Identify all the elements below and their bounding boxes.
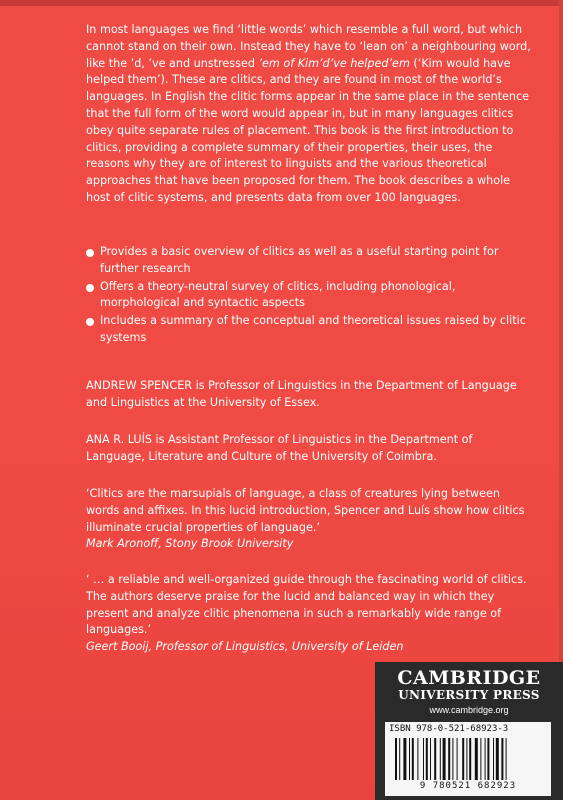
bullet-dot-icon <box>86 318 94 326</box>
quote-attribution: Geert Booij, Professor of Linguistics, University of Leiden <box>86 640 404 654</box>
bullet-dot-icon <box>86 284 94 292</box>
cover-top-edge <box>0 0 563 6</box>
feature-item <box>86 244 534 278</box>
publisher-logo-name: CAMBRIDGE <box>397 667 541 689</box>
feature-text: Includes a summary of the conceptual and theoretical issues raised by clitic systems <box>100 314 526 344</box>
feature-item <box>86 279 534 313</box>
feature-item <box>86 313 534 347</box>
isbn-text: ISBN 978-0-521-68923-3 <box>389 724 509 734</box>
blurb-text-b: (‘Kim would have helped them’). These are clitics, and they are found in most of the world’s languages. In English the clitic forms appear in the same place in the sentence that the full form of the word would appear in, but in many languages clitics obey quite separate rules of placement. This book is the first introduction to clitics, providing a complete summary of their properties, their uses, the reasons why they are of interest to linguists and the various theoretical approaches that have been proposed for them. The book describes a whole host of clitic systems, and presents data from over 100 languages. <box>86 56 530 204</box>
barcode-icon <box>395 738 543 780</box>
quote-text: ‘Clitics are the marsupials of language, a class of creatures lying between words and affixes. In this lucid introduction, Spencer and Luís show how clitics illuminate crucial properties of language.’ <box>86 487 525 534</box>
publisher-logo-press: UNIVERSITY PRESS <box>398 688 540 702</box>
blurb-example: ’em of Kim’d’ve helped’em <box>258 56 410 70</box>
review-quote-booij <box>86 572 534 656</box>
publisher-imprint-box <box>375 662 563 800</box>
bullet-dot-icon <box>86 249 94 257</box>
quote-text: ‘ … a reliable and well-organized guide through the fascinating world of clitics. The authors deserve praise for the lucid and balanced way in which they present and analyze clitic phenomena in such a remarkably wide range of languages.’ <box>86 573 527 637</box>
author-bio-spencer: ANDREW SPENCER is Professor of Linguistics in the Department of Language and Linguistics at the University of Essex. <box>86 379 517 409</box>
author-bio-luis: ANA R. LUÍS is Assistant Professor of Linguistics in the Department of Language, Literature and Culture of the University of Coimbra. <box>86 433 473 463</box>
publisher-url: www.cambridge.org <box>429 705 509 715</box>
barcode-panel <box>385 722 551 796</box>
feature-text: Offers a theory-neutral survey of clitics, including phonological, morphological and syntactic aspects <box>100 279 456 310</box>
blurb-text-a: In most languages we find ‘little words’ which resemble a full word, but which cannot stand on their own. Instead they have to ‘lean on’ a neighbouring word, like the ’d, ’ve and unstressed <box>86 23 531 70</box>
blurb-paragraph <box>86 22 534 207</box>
barcode-number: 9 780521 682923 <box>419 781 517 791</box>
feature-list <box>86 244 534 348</box>
quote-attribution: Mark Aronoff, Stony Brook University <box>86 537 294 551</box>
review-quote-aronoff <box>86 486 534 553</box>
feature-text: Provides a basic overview of clitics as well as a useful starting point for further research <box>100 245 499 275</box>
